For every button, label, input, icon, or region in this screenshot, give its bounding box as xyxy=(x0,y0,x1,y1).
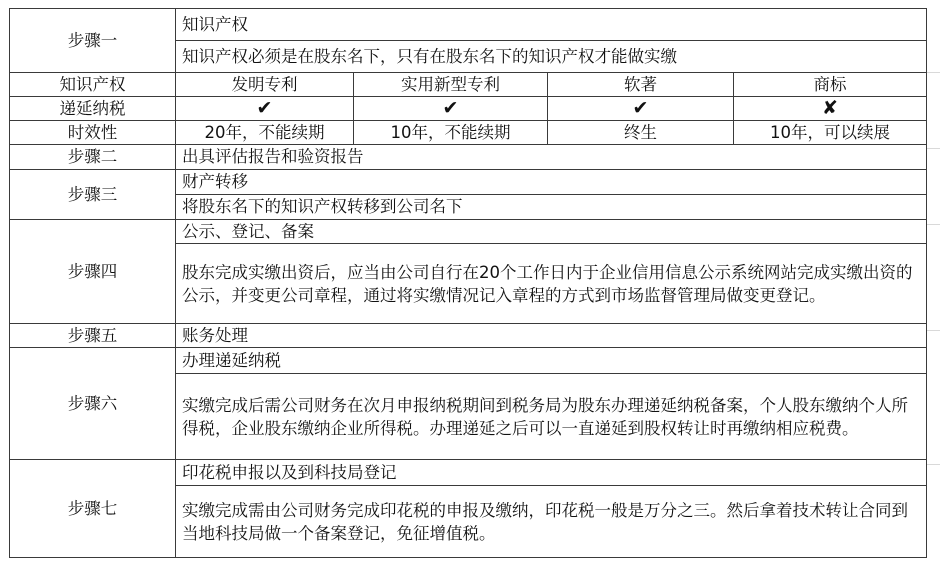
step-7-title[interactable]: 印花税申报以及到科技局登记 xyxy=(176,460,927,486)
step-6-label[interactable]: 步骤六 xyxy=(10,348,176,460)
validity-row-header[interactable]: 时效性 xyxy=(10,121,176,145)
step-7-desc[interactable]: 实缴完成需由公司财务完成印花税的申报及缴纳，印花税一般是万分之三。然后拿着技术转让合同到当地科技局做一个备案登记，免征增值税。 xyxy=(176,486,927,558)
grid-line xyxy=(926,148,940,149)
grid-line xyxy=(926,224,940,225)
deferred-tax-cell-utility[interactable] xyxy=(354,97,548,121)
ip-col-invention[interactable]: 发明专利 xyxy=(176,73,354,97)
grid-line xyxy=(926,72,940,73)
step-7-label[interactable]: 步骤七 xyxy=(10,460,176,558)
check-mark-icon: ✔ xyxy=(256,97,273,119)
step-6-desc[interactable]: 实缴完成后需公司财务在次月申报纳税期间到税务局为股东办理递延纳税备案，个人股东缴纳个人所得税，企业股东缴纳企业所得税。办理递延之后可以一直递延到股权转让时再缴纳相应税费。 xyxy=(176,374,927,460)
validity-utility-model[interactable]: 10年，不能续期 xyxy=(354,121,548,145)
step-1-title[interactable]: 知识产权 xyxy=(176,9,927,41)
step-2-title[interactable]: 出具评估报告和验资报告 xyxy=(176,145,927,170)
step-2-label[interactable]: 步骤二 xyxy=(10,145,176,170)
validity-trademark[interactable]: 10年，可以续展 xyxy=(734,121,927,145)
deferred-tax-cell-software[interactable] xyxy=(548,97,734,121)
step-4-title[interactable]: 公示、登记、备案 xyxy=(176,220,927,244)
step-5-title[interactable]: 账务处理 xyxy=(176,324,927,348)
step-3-desc[interactable]: 将股东名下的知识产权转移到公司名下 xyxy=(176,195,927,220)
deferred-tax-cell-trademark[interactable] xyxy=(734,97,927,121)
ip-type-row-header[interactable]: 知识产权 xyxy=(10,73,176,97)
deferred-tax-cell-invention[interactable] xyxy=(176,97,354,121)
step-1-desc[interactable]: 知识产权必须是在股东名下，只有在股东名下的知识产权才能做实缴 xyxy=(176,41,927,73)
grid-line xyxy=(926,330,940,331)
ip-contribution-steps-table xyxy=(9,8,927,558)
validity-invention[interactable]: 20年，不能续期 xyxy=(176,121,354,145)
deferred-tax-row-header[interactable]: 递延纳税 xyxy=(10,97,176,121)
check-mark-icon: ✔ xyxy=(442,97,459,119)
step-6-title[interactable]: 办理递延纳税 xyxy=(176,348,927,374)
ip-col-trademark[interactable]: 商标 xyxy=(734,73,927,97)
step-1-label[interactable]: 步骤一 xyxy=(10,9,176,73)
cross-mark-icon: ✘ xyxy=(822,97,838,119)
validity-software-copyright[interactable]: 终生 xyxy=(548,121,734,145)
step-3-label[interactable]: 步骤三 xyxy=(10,170,176,220)
ip-col-software-copyright[interactable]: 软著 xyxy=(548,73,734,97)
check-mark-icon: ✔ xyxy=(632,97,649,119)
step-4-desc[interactable]: 股东完成实缴出资后，应当由公司自行在20个工作日内于企业信用信息公示系统网站完成实缴出资的公示，并变更公司章程，通过将实缴情况记入章程的方式到市场监督管理局做变更登记。 xyxy=(176,244,927,324)
step-5-label[interactable]: 步骤五 xyxy=(10,324,176,348)
ip-col-utility-model[interactable]: 实用新型专利 xyxy=(354,73,548,97)
step-3-title[interactable]: 财产转移 xyxy=(176,170,927,195)
grid-line xyxy=(926,464,940,465)
step-4-label[interactable]: 步骤四 xyxy=(10,220,176,324)
